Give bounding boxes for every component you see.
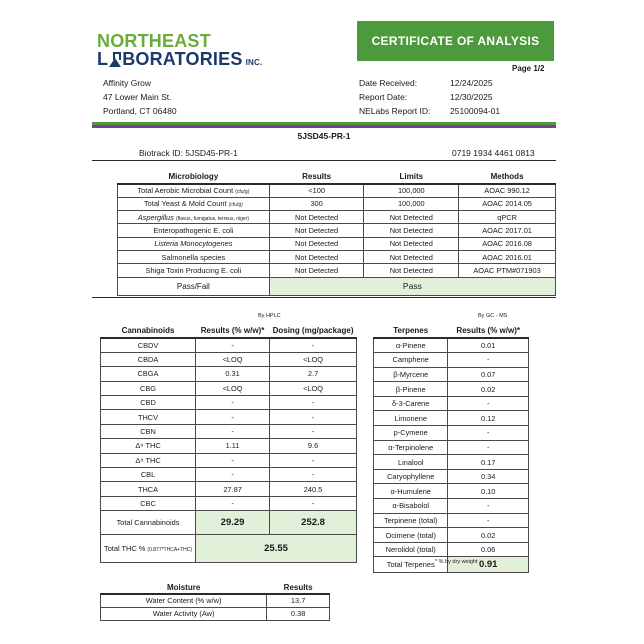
method-cell: AOAC PTM#071903 [459,264,556,277]
total-thc-value: 25.55 [196,535,357,563]
terpene-footnote: * % by dry weight [435,559,478,565]
terpene-name: Caryophyllene [374,469,448,484]
method-cell: AOAC 990.12 [459,184,556,197]
limit-cell: Not Detected [364,264,459,277]
table-header-row [374,324,529,338]
table-row [101,594,330,607]
column-header: Dosing (mg/package) [270,324,357,338]
terpene-name: α-Humulene [374,484,448,499]
microbiology-table [117,170,556,296]
moisture-name: Water Content (% w/w) [101,594,267,607]
total-cannabinoids-label: Total Cannabinoids [101,511,196,535]
table-row [374,513,529,528]
report-id-value: 25100094-01 [450,106,501,116]
moisture-table [100,582,330,621]
terpene-name: α-Terpinolene [374,440,448,455]
result-cell: - [196,410,270,424]
column-header: Cannabinoids [101,324,196,338]
cannabinoid-name: CBDV [101,338,196,352]
table-row [118,184,556,197]
result-cell: 0.38 [267,607,330,620]
result-cell: - [448,396,529,411]
result-cell: Not Detected [269,250,364,263]
test-name-text: Total Yeast & Mold Count [143,199,227,209]
total-thc-label [101,535,196,563]
table-row [374,528,529,543]
total-cannabinoids-result: 29.29 [196,511,270,535]
table-header-row [101,324,357,338]
test-name: Listeria Monocytogenes [118,237,270,250]
result-cell: Not Detected [269,211,364,224]
terpene-name: Nerolidol (total) [374,542,448,557]
pass-fail-row [118,277,556,295]
dosing-cell: <LOQ [270,381,357,395]
cannabinoid-name: THCA [101,482,196,496]
column-header: Terpenes [374,324,448,338]
method-cell: AOAC 2014.05 [459,197,556,210]
cannabinoid-name: CBC [101,496,196,510]
test-unit: (cfu/g) [228,202,243,209]
terpene-name: Limonene [374,411,448,426]
cannabinoid-name: CBN [101,424,196,438]
result-cell: 0.31 [196,367,270,381]
terpene-name: α-Bisabolol [374,499,448,514]
limit-cell: Not Detected [364,224,459,237]
table-row [101,468,357,482]
dosing-cell: 240.5 [270,482,357,496]
limit-cell: 100,000 [364,197,459,210]
logo-inc: INC. [245,58,263,67]
column-header: Results [267,582,330,594]
table-header-row [101,582,330,594]
table-row [374,426,529,441]
terpene-name: Ocimene (total) [374,528,448,543]
terpene-name: Linalool [374,455,448,470]
table-row [101,410,357,424]
table-row [374,411,529,426]
result-cell: 0.02 [448,528,529,543]
terpene-name: p-Cymene [374,426,448,441]
biotrack-id: Biotrack ID: 5JSD45-PR-1 [139,148,238,158]
result-cell: 0.06 [448,542,529,557]
table-row [374,542,529,557]
result-cell: Not Detected [269,237,364,250]
client-name: Affinity Grow [103,78,152,88]
result-cell: - [448,426,529,441]
result-cell: 0.10 [448,484,529,499]
test-name: Salmonella species [118,250,270,263]
table-row [374,499,529,514]
terpene-name: δ-3-Carene [374,396,448,411]
terpene-name: β-Myrcene [374,367,448,382]
result-cell: <LOQ [196,352,270,366]
table-row [374,455,529,470]
logo-laboratories [97,49,262,70]
hplc-method-note: By HPLC [258,313,281,319]
sample-id: 5JSD45-PR-1 [297,131,351,141]
dosing-cell: - [270,424,357,438]
header-stripe-purple [92,125,556,128]
table-row [374,338,529,353]
result-cell: 0.01 [448,338,529,353]
result-cell: Not Detected [269,264,364,277]
dosing-cell: - [270,396,357,410]
table-row [374,440,529,455]
terpene-name: β-Pinene [374,382,448,397]
total-thc-formula: (0.877*THCA+THC) [147,547,193,554]
column-header: Limits [364,170,459,184]
table-row [101,496,357,510]
test-unit: (cfu/g) [235,189,250,196]
table-row [101,338,357,352]
logo-northeast: NORTHEAST [97,31,211,51]
total-thc-label-text: Total THC % [104,544,146,554]
table-row [101,607,330,620]
result-cell: 27.87 [196,482,270,496]
test-name: Shiga Toxin Producing E. coli [118,264,270,277]
table-row [118,224,556,237]
cannabinoid-name: Δ⁹ THC [101,439,196,453]
pass-fail-label: Pass/Fail [118,277,270,295]
test-name: Enteropathogenic E. coli [118,224,270,237]
table-row [101,439,357,453]
dosing-cell: <LOQ [270,352,357,366]
result-cell: 0.02 [448,382,529,397]
page-number: Page 1/2 [512,64,545,73]
cannabinoid-name: CBD [101,396,196,410]
client-street: 47 Lower Main St. [103,92,172,102]
table-row [118,197,556,210]
result-cell: - [196,338,270,352]
limit-cell: 100,000 [364,184,459,197]
total-cannabinoids-dosing: 252.8 [270,511,357,535]
terpenes-table [373,324,529,573]
result-cell: 0.07 [448,367,529,382]
test-name-text: Aspergillus [137,212,174,222]
table-row [374,382,529,397]
date-received-label: Date Received: [359,78,418,88]
table-row [374,484,529,499]
test-name-text: Total Aerobic Microbial Count [137,186,234,196]
method-cell: AOAC 2016.08 [459,237,556,250]
column-header: Methods [459,170,556,184]
result-cell: - [196,396,270,410]
method-cell: AOAC 2017.01 [459,224,556,237]
divider [92,297,556,298]
table-row [101,396,357,410]
result-cell: - [196,453,270,467]
table-row [101,482,357,496]
column-header: Results [269,170,364,184]
result-cell: 0.34 [448,469,529,484]
report-date-label: Report Date: [359,92,408,102]
result-cell: - [448,353,529,368]
table-row [101,367,357,381]
test-name [118,197,270,210]
cannabinoid-name: Δ⁸ THC [101,453,196,467]
report-date-value: 12/30/2025 [450,92,493,102]
table-row [374,367,529,382]
limit-cell: Not Detected [364,250,459,263]
tracking-number: 0719 1934 4461 0813 [452,148,535,158]
table-row [101,424,357,438]
result-cell: 0.12 [448,411,529,426]
gcms-method-note: By GC - MS [478,313,508,319]
limit-cell: Not Detected [364,237,459,250]
divider [92,160,556,161]
result-cell: <100 [269,184,364,197]
dosing-cell: - [270,410,357,424]
date-received-value: 12/24/2025 [450,78,493,88]
total-terpenes-result: 0.91 [448,557,529,573]
certificate-title: CERTIFICATE OF ANALYSIS [357,21,554,61]
table-row [374,396,529,411]
result-cell: 0.17 [448,455,529,470]
result-cell: - [448,440,529,455]
terpene-name: Terpinene (total) [374,513,448,528]
terpene-name: α-Pinene [374,338,448,353]
test-name [118,184,270,197]
total-terpenes-label: Total Terpenes [374,557,448,573]
table-row [374,353,529,368]
dosing-cell: 9.6 [270,439,357,453]
flask-icon [109,52,121,67]
result-cell: - [196,424,270,438]
result-cell: 300 [269,197,364,210]
total-thc-row [101,535,357,563]
table-row [101,381,357,395]
table-header-row [118,170,556,184]
dosing-cell: - [270,453,357,467]
total-cannabinoids-row [101,511,357,535]
result-cell: - [196,496,270,510]
logo-word-boratories: BORATORIES [122,49,243,69]
test-unit: (flavus, fumigatus, terreus, niger) [175,215,250,222]
result-cell: Not Detected [269,224,364,237]
result-cell: - [448,499,529,514]
method-cell: qPCR [459,211,556,224]
moisture-name: Water Activity (Aw) [101,607,267,620]
logo-letter-l: L [97,49,109,69]
dosing-cell: - [270,338,357,352]
table-row [118,237,556,250]
result-cell: 13.7 [267,594,330,607]
table-row [101,453,357,467]
table-row [118,264,556,277]
cannabinoid-name: CBGA [101,367,196,381]
dosing-cell: 2.7 [270,367,357,381]
column-header: Results (% w/w)* [196,324,270,338]
result-cell: - [448,513,529,528]
column-header: Microbiology [118,170,270,184]
test-name [118,211,270,224]
cannabinoid-name: CBL [101,468,196,482]
table-row [118,211,556,224]
result-cell: 1.11 [196,439,270,453]
cannabinoids-table [100,324,357,563]
cannabinoid-name: CBDA [101,352,196,366]
result-cell: <LOQ [196,381,270,395]
cannabinoid-name: CBG [101,381,196,395]
limit-cell: Not Detected [364,211,459,224]
table-row [101,352,357,366]
dosing-cell: - [270,496,357,510]
cannabinoid-name: THCV [101,410,196,424]
method-cell: AOAC 2016.01 [459,250,556,263]
dosing-cell: - [270,468,357,482]
result-cell: - [196,468,270,482]
pass-fail-value: Pass [269,277,555,295]
client-city: Portland, CT 06480 [103,106,177,116]
terpene-name: Camphene [374,353,448,368]
column-header: Results (% w/w)* [448,324,529,338]
table-row [374,469,529,484]
report-id-label: NELabs Report ID: [359,106,431,116]
column-header: Moisture [101,582,267,594]
table-row [118,250,556,263]
